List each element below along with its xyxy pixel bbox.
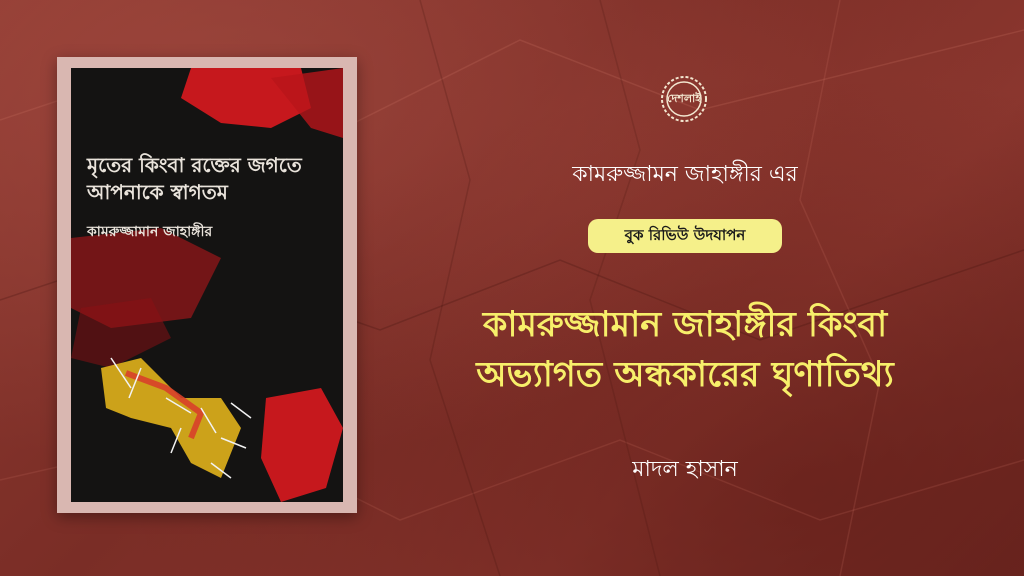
book-cover-art xyxy=(71,68,343,502)
book-author: কামরুজ্জামান জাহাঙ্গীর xyxy=(87,224,213,240)
deshlai-logo[interactable] xyxy=(660,75,708,123)
book-title-line1: মৃতের কিংবা রক্তের জগতে xyxy=(87,153,302,177)
book-title-line2: আপনাকে স্বাগতম xyxy=(87,180,228,204)
review-subtitle: কামরুজ্জামন জাহাঙ্গীর এর xyxy=(572,162,798,187)
logo-text: দেশলাই xyxy=(667,91,701,105)
article-title xyxy=(400,300,970,400)
reviewer-name: মাদল হাসান xyxy=(632,457,738,482)
book-frame xyxy=(57,57,357,513)
book-cover[interactable] xyxy=(71,68,343,502)
book-title xyxy=(87,152,337,206)
article-title-line2: অভ্যাগত অন্ধকারের ঘৃণাতিথ্য xyxy=(476,355,894,395)
book-review-badge: বুক রিভিউ উদযাপন xyxy=(588,219,782,253)
article-title-line1: কামরুজ্জামান জাহাঙ্গীর কিংবা xyxy=(482,305,888,345)
